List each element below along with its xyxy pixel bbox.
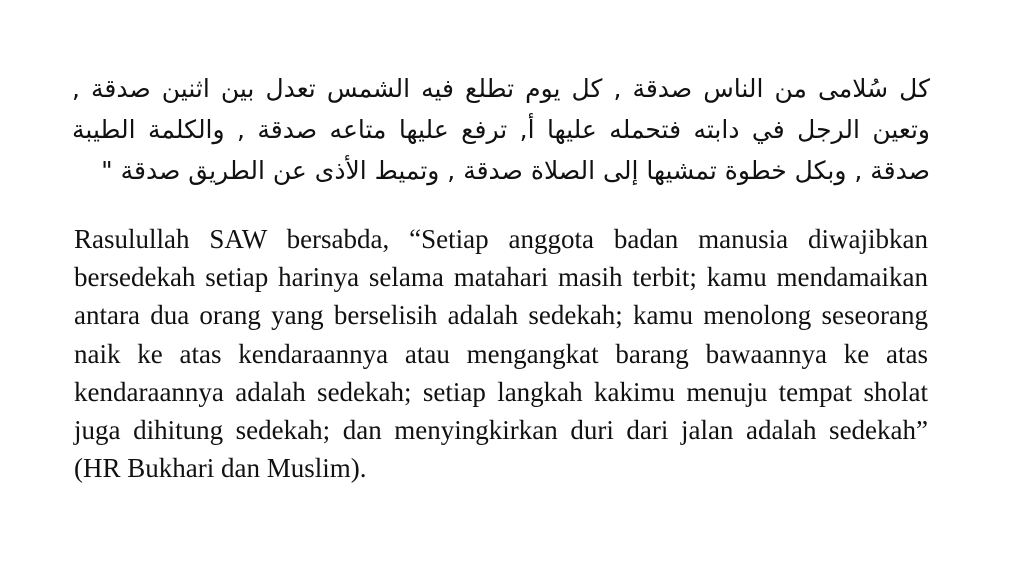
hadith-translation-text: Rasulullah SAW bersabda, “Setiap anggota badan manusia diwajibkan bersedekah setiap harinya selama matahari masih terbit; kamu mendamaikan antara dua orang yang berselisih adalah sedekah; kamu menolong seseorang naik ke atas kendaraannya atau mengangkat barang bawaannya ke atas kendaraannya adalah sedekah; setiap langkah kakimu menuju tempat sholat juga dihitung sedekah; dan menyingkirkan duri dari jalan adalah sedekah” (HR Bukhari dan Muslim). [74,224,928,484]
hadith-arabic-text: كل سُلامى من الناس صدقة , كل يوم تطلع فيه الشمس تعدل بين اثنين صدقة , وتعين الرجل في دابته فتحمله عليها أ, ترفع عليها متاعه صدقة , والكلمة الطيبة صدقة , وبكل خطوة تمشيها إلى الصلاة صدقة , وتميط الأذى عن الطريق صدقة " [72,74,930,185]
